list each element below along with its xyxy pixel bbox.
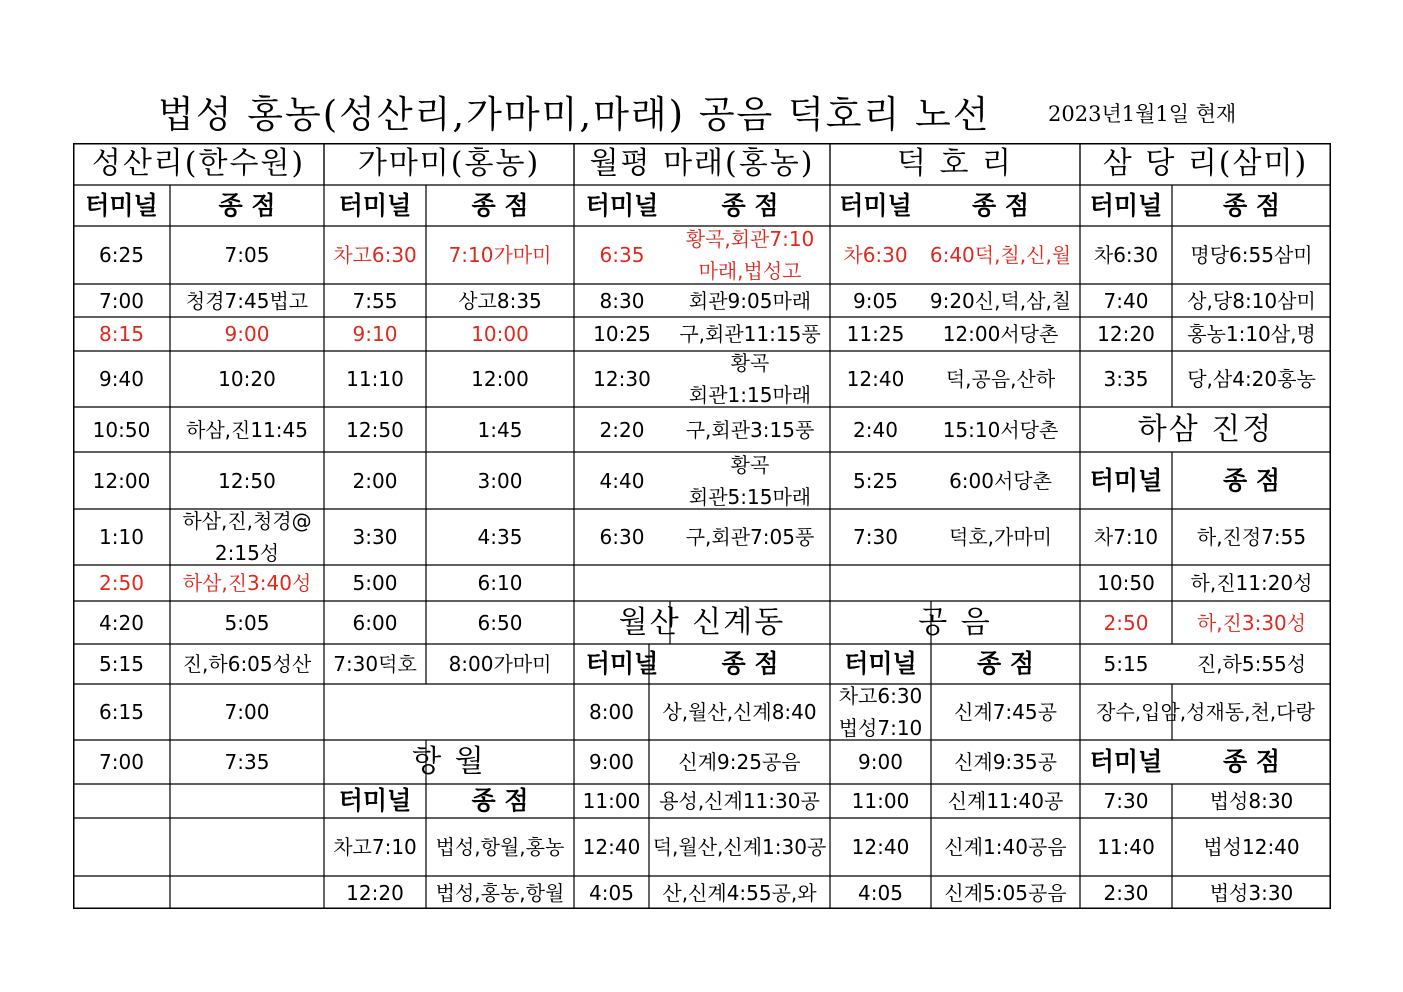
maerae-terminal-time: 6:35: [599, 243, 645, 267]
gamami-terminal-time: 차고6:30: [333, 243, 417, 267]
gongeum-last-stop: 신계5:05공음: [944, 880, 1067, 905]
seongsan-last-stop: 5:05: [224, 610, 270, 635]
hangwol-terminal-time: 12:20: [346, 880, 404, 905]
maerae-last-stop: 황곡 회관5:15마래: [688, 452, 812, 509]
maerae-terminal-time: 2:20: [599, 417, 645, 442]
wolsan-terminal-time: 12:40: [582, 835, 641, 859]
gamami-last-stop: 10:00: [471, 322, 529, 346]
maerae-last-stop: 구,회관3:15풍: [685, 417, 815, 442]
samdang-last-stop: 홍농1:10삼,명: [1187, 322, 1316, 346]
gongeum-terminal-time: 4:05: [858, 880, 903, 905]
seongsan-terminal-time: 8:15: [99, 322, 144, 346]
samdang-last-stop: 당,삼4:20홍농: [1187, 367, 1316, 391]
subheader-last-stop: 종 점: [1222, 747, 1280, 776]
last-block-last-stop: 법성8:30: [1209, 789, 1294, 813]
subheader-terminal: 터미널: [1089, 747, 1163, 776]
section-title-hasam: 하삼 진정: [1137, 411, 1274, 447]
seongsan-last-stop: 10:20: [218, 367, 276, 391]
gongeum-last-stop: 신계9:35공: [954, 750, 1057, 774]
subheader-last-stop: 종 점: [471, 190, 529, 220]
hangwol-last-stop: 법성,항월,홍농: [435, 835, 565, 859]
subheader-terminal: 터미널: [585, 649, 659, 678]
seongsan-last-stop: 7:00: [224, 700, 270, 724]
deokho-terminal-time: 11:25: [846, 322, 905, 346]
gongeum-terminal-time: 차고6:30 법성7:10: [838, 684, 923, 740]
deokho-last-stop: 6:00서당촌: [949, 468, 1052, 493]
header-samdang: 삼 당 리(삼미): [1102, 146, 1309, 181]
subheader-terminal: 터미널: [839, 190, 912, 220]
seongsan-terminal-time: 10:50: [92, 417, 151, 442]
maerae-terminal-time: 8:30: [599, 288, 645, 313]
gongeum-terminal-time: 9:00: [858, 750, 903, 774]
seongsan-last-stop: 하삼,진,청경@ 2:15성: [182, 509, 312, 565]
deokho-terminal-time: 12:40: [846, 367, 905, 391]
gongeum-last-stop: 신계11:40공: [947, 789, 1064, 813]
seongsan-terminal-time: 7:00: [99, 750, 144, 774]
wolsan-terminal-time: 4:05: [589, 880, 634, 905]
gamami-terminal-time: 6:00: [352, 610, 398, 635]
hangwol-terminal-time: 차고7:10: [333, 835, 417, 859]
deokho-last-stop: 12:00서당촌: [942, 322, 1059, 346]
wolsan-last-stop: 산,신계4:55공,와: [662, 880, 817, 905]
deokho-terminal-time: 2:40: [853, 417, 898, 442]
seongsan-last-stop: 하삼,진11:45: [186, 417, 308, 442]
hasam-note: 장수,입암,성재동,천,다랑: [1096, 700, 1315, 724]
last-block-terminal-time: 2:30: [1103, 880, 1149, 905]
deokho-last-stop: 9:20신,덕,삼,칠: [929, 288, 1072, 313]
subheader-terminal: 터미널: [338, 786, 412, 815]
gamami-terminal-time: 5:00: [352, 571, 398, 595]
seongsan-terminal-time: 5:15: [99, 652, 144, 676]
seongsan-last-stop: 7:35: [224, 750, 270, 774]
deokho-last-stop: 덕,공음,산하: [945, 367, 1056, 391]
hasam-last-stop: 하,진정7:55: [1196, 525, 1307, 549]
gamami-terminal-time: 7:55: [352, 288, 398, 313]
seongsan-terminal-time: 12:00: [92, 468, 151, 493]
seongsan-terminal-time: 4:20: [99, 610, 144, 635]
deokho-terminal-time: 7:30: [853, 525, 898, 549]
subheader-last-stop: 종 점: [471, 786, 529, 815]
page-title: 법성 홍농(성산리,가마미,마래) 공음 덕호리 노선: [158, 93, 991, 136]
header-maerae: 월평 마래(홍농): [589, 146, 815, 181]
subheader-last-stop: 종 점: [1222, 465, 1280, 495]
gamami-terminal-time: 12:50: [346, 417, 404, 442]
wolsan-last-stop: 덕,월산,신계1:30공: [652, 835, 827, 859]
gamami-last-stop: 8:00가마미: [448, 652, 552, 676]
subheader-terminal: 터미널: [1089, 190, 1163, 220]
hasam-terminal-time: 10:50: [1097, 571, 1155, 595]
last-block-terminal-time: 11:40: [1097, 835, 1155, 859]
subheader-terminal: 터미널: [338, 190, 412, 220]
gamami-last-stop: 7:10가마미: [448, 243, 552, 267]
header-deokho: 덕 호 리: [896, 146, 1013, 181]
wolsan-last-stop: 용성,신계11:30공: [659, 789, 820, 813]
hasam-last-stop: 하,진11:20성: [1190, 571, 1313, 595]
seongsan-last-stop: 12:50: [218, 468, 276, 493]
wolsan-terminal-time: 8:00: [589, 700, 634, 724]
hasam-last-stop: 하,진3:30성: [1196, 610, 1307, 635]
gongeum-terminal-time: 12:40: [851, 835, 910, 859]
gamami-last-stop: 상고8:35: [458, 288, 542, 313]
seongsan-last-stop: 청경7:45법고: [185, 288, 309, 313]
samdang-terminal-time: 차6:30: [1093, 243, 1159, 267]
deokho-last-stop: 15:10서당촌: [942, 417, 1059, 442]
seongsan-last-stop: 하삼,진3:40성: [182, 571, 312, 595]
subheader-last-stop: 종 점: [218, 190, 276, 220]
subheader-terminal: 터미널: [85, 190, 158, 220]
seongsan-terminal-time: 6:15: [99, 700, 144, 724]
maerae-last-stop: 황곡 회관1:15마래: [688, 351, 812, 407]
seongsan-last-stop: 9:00: [224, 322, 270, 346]
maerae-terminal-time: 6:30: [599, 525, 645, 549]
samdang-terminal-time: 3:35: [1103, 367, 1149, 391]
section-title-gongeum: 공 음: [918, 604, 992, 640]
wolsan-last-stop: 신계9:25공음: [678, 750, 801, 774]
subheader-last-stop: 종 점: [721, 190, 779, 220]
maerae-last-stop: 구,회관7:05풍: [685, 525, 815, 549]
gamami-terminal-time: 2:00: [352, 468, 398, 493]
section-title-hangwol: 항 월: [412, 744, 486, 779]
seongsan-terminal-time: 9:40: [99, 367, 144, 391]
last-block-terminal-time: 7:30: [1103, 789, 1149, 813]
subheader-last-stop: 종 점: [976, 649, 1034, 678]
last-block-last-stop: 법성3:30: [1209, 880, 1294, 905]
wolsan-terminal-time: 9:00: [589, 750, 634, 774]
last-block-last-stop: 법성12:40: [1203, 835, 1300, 859]
subheader-last-stop: 종 점: [721, 649, 779, 678]
seongsan-last-stop: 7:05: [224, 243, 270, 267]
deokho-terminal-time: 5:25: [853, 468, 898, 493]
section-title-wolsan: 월산 신계동: [618, 604, 786, 640]
hasam-terminal-time: 차7:10: [1093, 525, 1159, 549]
hasam-terminal-time: 5:15: [1103, 652, 1149, 676]
deokho-terminal-time: 9:05: [853, 288, 898, 313]
gamami-terminal-time: 9:10: [352, 322, 398, 346]
hasam-terminal-time: 2:50: [1103, 610, 1149, 635]
hasam-last-stop: 진,하5:55성: [1196, 652, 1307, 676]
samdang-terminal-time: 7:40: [1103, 288, 1149, 313]
subheader-terminal: 터미널: [585, 190, 659, 220]
gongeum-terminal-time: 11:00: [851, 789, 910, 813]
wolsan-last-stop: 상,월산,신계8:40: [662, 700, 817, 724]
samdang-terminal-time: 12:20: [1097, 322, 1155, 346]
maerae-terminal-time: 10:25: [593, 322, 651, 346]
wolsan-terminal-time: 11:00: [582, 789, 641, 813]
gamami-last-stop: 3:00: [477, 468, 523, 493]
gamami-last-stop: 12:00: [471, 367, 529, 391]
gamami-last-stop: 6:50: [477, 610, 523, 635]
maerae-terminal-time: 12:30: [593, 367, 651, 391]
samdang-last-stop: 상,당8:10삼미: [1187, 288, 1316, 313]
seongsan-terminal-time: 6:25: [99, 243, 144, 267]
timetable: [73, 143, 1331, 909]
seongsan-terminal-time: 2:50: [99, 571, 144, 595]
gamami-last-stop: 1:45: [477, 417, 523, 442]
hangwol-last-stop: 법성,홍농,항월: [435, 880, 565, 905]
maerae-last-stop: 회관9:05마래: [688, 288, 812, 313]
gongeum-last-stop: 신계1:40공음: [944, 835, 1067, 859]
seongsan-last-stop: 진,하6:05성산: [182, 652, 312, 676]
gamami-terminal-time: 7:30덕호: [333, 652, 417, 676]
maerae-last-stop: 황곡,회관7:10 마래,법성고: [685, 227, 815, 283]
seongsan-terminal-time: 7:00: [99, 288, 144, 313]
maerae-terminal-time: 4:40: [599, 468, 645, 493]
gamami-terminal-time: 3:30: [352, 525, 398, 549]
seongsan-terminal-time: 1:10: [99, 525, 144, 549]
subheader-terminal: 터미널: [844, 649, 917, 678]
subheader-last-stop: 종 점: [1222, 190, 1280, 220]
gamami-last-stop: 6:10: [477, 571, 523, 595]
header-seongsan: 성산리(한수원): [91, 146, 306, 181]
subheader-last-stop: 종 점: [971, 190, 1029, 220]
effective-date: 2023년1월1일 현재: [1048, 102, 1237, 126]
gamami-terminal-time: 11:10: [346, 367, 404, 391]
deokho-last-stop: 6:40덕,칠,신,월: [929, 243, 1072, 267]
deokho-last-stop: 덕호,가마미: [949, 525, 1052, 549]
subheader-terminal: 터미널: [1089, 465, 1163, 495]
samdang-last-stop: 명당6:55삼미: [1190, 243, 1313, 267]
gongeum-last-stop: 신계7:45공: [954, 700, 1057, 724]
gamami-last-stop: 4:35: [477, 525, 523, 549]
header-gamami: 가마미(홍농): [357, 146, 541, 181]
maerae-last-stop: 구,회관11:15풍: [679, 322, 821, 346]
deokho-terminal-time: 차6:30: [843, 243, 908, 267]
